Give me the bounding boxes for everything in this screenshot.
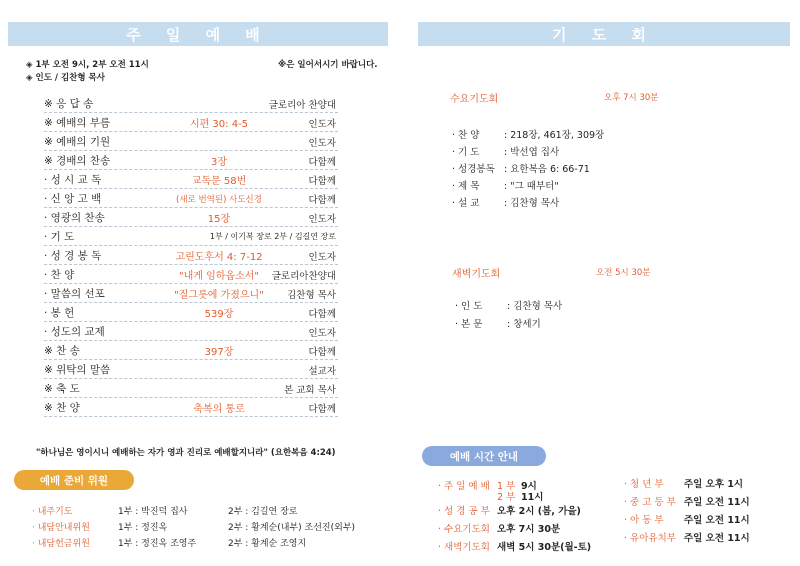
wed-label: · 성경봉독 <box>452 164 495 175</box>
schedule-dept-time: 주일 오전 11시 <box>684 533 750 544</box>
order-row <box>44 397 338 417</box>
schedule-dept-time: 주일 오후 1시 <box>684 479 744 490</box>
order-item-name: · 성 시 교 독 <box>44 174 102 186</box>
order-item-name: · 성도의 교제 <box>44 326 105 338</box>
dawn-value: : 창세기 <box>507 319 541 330</box>
schedule-label: 예배 시간 안내 <box>449 450 519 463</box>
wed-value: : 김찬형 목사 <box>504 198 560 209</box>
schedule-dept-time: 주일 오전 11시 <box>684 497 750 508</box>
order-row <box>44 302 338 322</box>
order-item-leader: 설교자 <box>308 366 336 377</box>
dawn-value: : 김찬형 목사 <box>507 301 563 312</box>
order-item-detail: 3장 <box>210 157 228 168</box>
dawn-title: 새벽기도회 <box>452 269 501 280</box>
order-item-leader: 다함께 <box>308 157 336 168</box>
wed-value: : 박선엽 집사 <box>504 147 560 158</box>
schedule-value: 오후 2시 (봄, 가을) <box>497 506 581 517</box>
order-item-leader: 1부 / 이기복 장로 2부 / 김길연 장로 <box>209 232 336 241</box>
order-item-name: ※ 축 도 <box>44 383 80 395</box>
order-item-leader: 다함께 <box>308 195 336 206</box>
order-item-leader: 다함께 <box>308 347 336 358</box>
order-item-leader: 글로리아찬양대 <box>271 271 336 282</box>
wed-label: · 찬 양 <box>452 130 480 141</box>
order-item-name: ※ 경배의 찬송 <box>44 155 111 167</box>
dawn-label: · 인 도 <box>455 301 483 312</box>
prep-part2: 2부 : 황계순 조영지 <box>228 539 307 549</box>
order-row <box>44 93 338 113</box>
prep-role: · 내담안내위원 <box>32 523 90 533</box>
order-item-leader: 글로리아 찬양대 <box>268 100 336 111</box>
order-row <box>44 169 338 189</box>
prep-role: · 내담헌금위원 <box>32 539 90 549</box>
order-item-detail: 15장 <box>207 214 231 225</box>
prep-part1: 1부 : 박진덕 집사 <box>118 507 188 517</box>
schedule-val-a: 9시 <box>521 481 537 492</box>
right-banner-title: 기 도 회 <box>552 25 656 44</box>
schedule-dept: · 아 동 부 <box>624 515 664 526</box>
order-row <box>44 283 338 303</box>
wed-label: · 제 목 <box>452 181 480 192</box>
dawn-label: · 본 문 <box>455 319 483 330</box>
order-item-leader: 김찬형 목사 <box>287 290 336 301</box>
order-item-name: · 신 앙 고 백 <box>44 193 102 205</box>
prep-committee-title <box>14 470 134 490</box>
right-banner <box>418 22 790 46</box>
order-item-detail: "질그릇에 가졌으니" <box>174 290 264 301</box>
order-item-name: ※ 예배의 부름 <box>44 117 111 129</box>
wed-value: : 요한복음 6: 66-71 <box>504 164 590 175</box>
order-row <box>44 207 338 227</box>
order-row <box>44 188 338 208</box>
order-item-leader: 다함께 <box>308 176 336 187</box>
order-item-leader: 본 교회 목사 <box>284 385 336 396</box>
left-banner-title: 주 일 예 배 <box>126 25 270 44</box>
schedule-dept: · 중 고 등 부 <box>624 497 676 508</box>
prep-part1: 1부 : 정진옥 조영주 <box>118 539 197 549</box>
schedule-value: 새벽 5시 30분(월-토) <box>497 542 592 553</box>
order-item-leader: 인도자 <box>308 214 336 225</box>
order-item-detail: 고린도후서 4: 7-12 <box>175 252 263 263</box>
prep-committee-label: 예배 준비 위원 <box>39 474 109 487</box>
order-item-name: · 성 경 봉 독 <box>44 250 102 262</box>
order-item-name: · 말씀의 선포 <box>44 288 105 300</box>
schedule-name: · 주 일 예 배 <box>438 481 490 492</box>
schedule-value: 오후 7시 30분 <box>497 524 561 535</box>
order-row <box>44 131 338 151</box>
standing-note: ※은 일어서시기 바랍니다. <box>278 60 378 70</box>
order-item-leader: 다함께 <box>308 404 336 415</box>
left-banner <box>8 22 388 46</box>
service-times: ◈ 1부 오전 9시, 2부 오전 11시 <box>26 60 149 70</box>
schedule-dept: · 청 년 부 <box>624 479 664 490</box>
order-item-detail: 교독문 58번 <box>191 176 247 187</box>
order-row <box>44 359 338 379</box>
wednesday-title: 수요기도회 <box>450 94 499 105</box>
wed-label: · 기 도 <box>452 147 480 158</box>
order-item-detail: 397장 <box>204 347 234 358</box>
order-item-name: ※ 위탁의 말씀 <box>44 364 111 376</box>
schedule-val-b: 11시 <box>521 492 544 503</box>
schedule-dept: · 유아유치부 <box>624 533 676 544</box>
order-item-detail: 시편 30: 4-5 <box>189 119 249 130</box>
prep-part2: 2부 : 김길연 장로 <box>228 507 298 517</box>
order-row <box>44 378 338 398</box>
order-item-leader: 인도자 <box>308 138 336 149</box>
dawn-time: 오전 5시 30분 <box>596 268 651 278</box>
schedule-name: · 성 경 공 부 <box>438 506 490 517</box>
schedule-dept-time: 주일 오전 11시 <box>684 515 750 526</box>
wed-label: · 설 교 <box>452 198 480 209</box>
order-row <box>44 340 338 360</box>
order-item-leader: 인도자 <box>308 328 336 339</box>
schedule-part-a: 1 부 <box>497 481 516 492</box>
order-item-detail: "내게 임하옵소서" <box>179 271 259 282</box>
order-row <box>44 112 338 132</box>
order-item-name: · 찬 양 <box>44 269 75 281</box>
presider: ◈ 인도 / 김찬형 목사 <box>26 73 105 83</box>
prep-role: · 내주기도 <box>32 507 73 517</box>
schedule-part-b: 2 부 <box>497 492 516 503</box>
order-item-detail: 539장 <box>204 309 234 320</box>
order-row <box>44 150 338 170</box>
order-item-leader: 인도자 <box>308 119 336 130</box>
order-row <box>44 245 338 265</box>
order-item-name: ※ 찬 송 <box>44 345 80 357</box>
order-row <box>44 226 338 246</box>
order-item-name: · 영광의 찬송 <box>44 212 105 224</box>
order-item-name: ※ 응 답 송 <box>44 98 94 110</box>
order-item-name: · 기 도 <box>44 231 75 243</box>
order-item-name: ※ 예배의 기원 <box>44 136 111 148</box>
order-row <box>44 264 338 284</box>
order-row <box>44 321 338 341</box>
order-item-name: · 봉 헌 <box>44 307 75 319</box>
wednesday-time: 오후 7시 30분 <box>604 93 659 103</box>
prep-part2: 2부 : 황계순(내부) 조선진(외부) <box>228 523 356 533</box>
wed-value: : "그 때부터" <box>504 181 559 192</box>
wed-value: : 218장, 461장, 309장 <box>504 130 605 141</box>
prep-part1: 1부 : 정진옥 <box>118 523 168 533</box>
order-item-name: ※ 찬 양 <box>44 402 80 414</box>
schedule-name: · 새벽기도회 <box>438 542 490 553</box>
order-item-leader: 다함께 <box>308 309 336 320</box>
schedule-title <box>422 446 546 466</box>
scripture-verse: "하나님은 영이시니 예배하는 자가 영과 진리로 예배할지니라" (요한복음 4:24) <box>36 448 336 458</box>
order-item-detail: (새로 번역된) 사도신경 <box>176 195 262 205</box>
order-item-detail: 축복의 통로 <box>193 404 245 415</box>
order-item-leader: 인도자 <box>308 252 336 263</box>
schedule-name: · 수요기도회 <box>438 524 490 535</box>
